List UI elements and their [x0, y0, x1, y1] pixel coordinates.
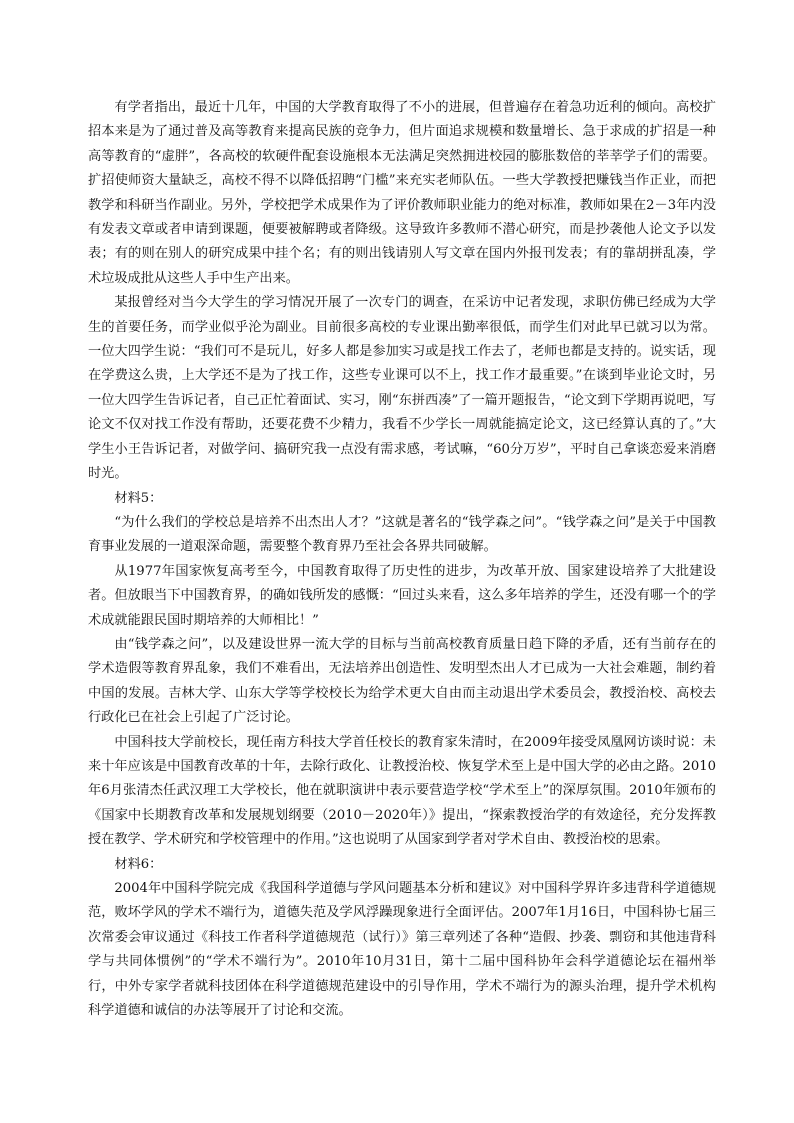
paragraph-student-survey: 某报曾经对当今大学生的学习情况开展了一次专门的调查，在采访中记者发现，求职仿佛已经成为大学生的首要任务，而学业似乎沦为副业。目前很多高校的专业课出勤率很低，而学生们对此早已就习以为常。一位大四学生说：“我们可不是玩儿，好多人都是参加实习或是找工作去了，老师也都是支持的。说实话，现在学费这么贵，上大学还不是为了找工作，这些专业课可以不上，找工作才最重要。”在谈到毕业论文时，另一位大四学生告诉记者，自己正忙着面试、实习，刚“东拼西凑”了一篇开题报告，“论文到下学期再说吧，写论文不仅对找工作没有帮助，还要花费不少精力，我看不少学长一周就能搞定论文，这已经算认真的了。”大学生小王告诉记者，对做学问、搞研究我一点没有需求感，考试嘛，“60分万岁”，平时自己拿谈恋爱来消磨时光。: [88, 295, 716, 482]
paragraph-academic-problems: 由“钱学森之问”，以及建设世界一流大学的目标与当前高校教育质量日趋下降的矛盾，还有当前存在的学术造假等教育界乱象，我们不难看出，无法培养出创造性、发明型杰出人才已成为一大社会难题，制约着中国的发展。吉林大学、山东大学等学校校长为给学术更大自由而主动退出学术委员会，教授治校、高校去行政化已在社会上引起了广泛讨论。: [88, 636, 716, 726]
material-6-label: 材料6：: [114, 856, 163, 872]
paragraph-qian-xuesen-question: “为什么我们的学校总是培养不出杰出人才？”这就是著名的“钱学森之问”。“钱学森之问”是关于中国教育事业发展的一道艰深命题，需要整个教育界乃至社会各界共同破解。: [88, 514, 716, 555]
material-5-label: 材料5：: [114, 490, 163, 506]
paragraph-zhu-qingshi: 中国科技大学前校长，现任南方科技大学首任校长的教育家朱清时，在2009年接受凤凰网访谈时说：未来十年应该是中国教育改革的十年，去除行政化、让教授治校、恢复学术至上是中国大学的必由之路。2010年6月张清杰任武汉理工大学校长，他在就职演讲中表示要营造学校“学术至上”的深厚氛围。2010年颁布的《国家中长期教育改革和发展规划纲要（2010－2020年）》提出，“探索教授治学的有效途径，充分发挥教授在教学、学术研究和学校管理中的作用。”这也说明了从国家到学者对学术自由、教授治校的思索。: [88, 734, 716, 848]
paragraph-science-ethics: 2004年中国科学院完成《我国科学道德与学风问题基本分析和建议》对中国科学界许多违背科学道德规范，败坏学风的学术不端行为，道德失范及学风浮躁现象进行全面评估。2007年1月16日，中国科协七届三次常委会审议通过《科技工作者科学道德规范（试行）》第三章列述了各种“造假、抄袭、剽窃和其他违背科学与共同体惯例”的“学术不端行为”。2010年10月31日，第十二届中国科协年会科学道德论坛在福州举行，中外专家学者就科技团体在科学道德规范建设中的引导作用，学术不端行为的源头治理，提升学术机构科学道德和诚信的办法等展开了讨论和交流。: [88, 881, 716, 1019]
paragraph-since-1977: 从1977年国家恢复高考至今，中国教育取得了历史性的进步，为改革开放、国家建设培养了大批建设者。但放眼当下中国教育界，的确如钱所发的感慨：“回过头来看，这么多年培养的学生，还没有哪一个的学术成就能跟民国时期培养的大师相比！”: [88, 563, 716, 628]
paragraph-scholars-view: 有学者指出，最近十几年，中国的大学教育取得了不小的进展，但普遍存在着急功近利的倾向。高校扩招本来是为了通过普及高等教育来提高民族的竞争力，但片面追求规模和数量增长、急于求成的扩招是一种高等教育的“虚胖”，各高校的软硬件配套设施根本无法满足突然拥进校园的膨胀数倍的莘莘学子们的需要。扩招使师资大量缺乏，高校不得不以降低招聘“门槛”来充实老师队伍。一些大学教授把赚钱当作正业，而把教学和科研当作副业。另外，学校把学术成果作为了评价教师职业能力的绝对标准，教师如果在2－3年内没有发表文章或者申请到课题，便要被解聘或者降级。这导致许多教师不潜心研究，而是抄袭他人论文予以发表；有的则在别人的研究成果中挂个名；有的则出钱请别人写文章在国内外报刊发表；有的靠胡拼乱凑，学术垃圾成批从这些人手中生产出来。: [88, 100, 716, 286]
document-body: [88, 96, 716, 1023]
